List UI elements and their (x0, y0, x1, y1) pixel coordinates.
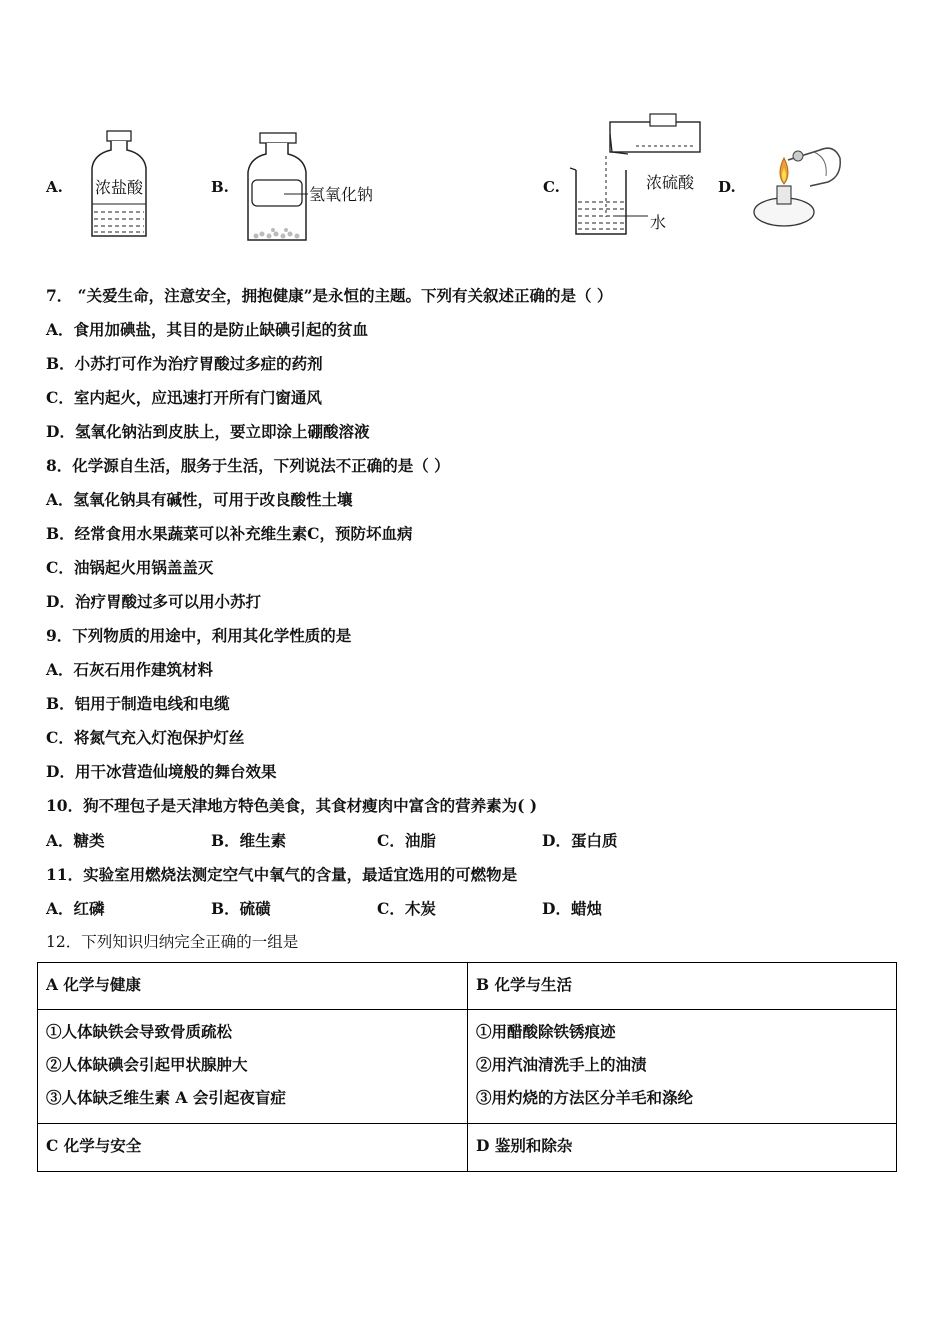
cell-a-item-1: ①人体缺铁会导致骨质疏松 (46, 1022, 233, 1041)
cell-d-title: D 鉴别和除杂 (476, 1136, 573, 1155)
cell-c-title: C 化学与安全 (46, 1136, 142, 1155)
question-8-option-a: A．氢氧化钠具有碱性，可用于改良酸性土壤 (46, 490, 353, 509)
figure-d-option: D. (718, 178, 736, 196)
knowledge-table (37, 962, 897, 1172)
question-8-option-d: D．治疗胃酸过多可以用小苏打 (46, 592, 261, 611)
question-8-option-c: C．油锅起火用锅盖盖灭 (46, 558, 214, 577)
cell-b-item-2: ②用汽油清洗手上的油渍 (476, 1055, 647, 1074)
water-label: 水 (650, 213, 667, 232)
figure-a-option: A. (46, 178, 63, 196)
conc-hcl-label: 浓盐酸 (94, 178, 144, 197)
question-9-option-a: A．石灰石用作建筑材料 (46, 660, 214, 679)
question-9-option-d: D．用干冰营造仙境般的舞台效果 (46, 762, 277, 781)
naoh-label: 氢氧化钠 (309, 185, 374, 204)
figure-c-option: C. (543, 178, 560, 196)
question-11-option-c: C．木炭 (377, 899, 436, 918)
alcohol-lamp-figure (748, 136, 844, 232)
question-11-option-d: D．蜡烛 (542, 899, 602, 918)
question-7-option-d: D．氢氧化钠沾到皮肤上，要立即涂上硼酸溶液 (46, 422, 370, 441)
question-7-option-b: B．小苏打可作为治疗胃酸过多症的药剂 (46, 354, 323, 373)
dilution-figure (566, 112, 706, 242)
question-9-option-c: C．将氮气充入灯泡保护灯丝 (46, 728, 245, 747)
conc-h2so4-label: 浓硫酸 (646, 173, 695, 192)
cell-b-item-1: ①用醋酸除铁锈痕迹 (476, 1022, 616, 1041)
question-12-stem: 12．下列知识归纳完全正确的一组是 (46, 933, 299, 951)
question-9-stem: 9．下列物质的用途中，利用其化学性质的是 (46, 626, 352, 645)
question-10-option-c: C．油脂 (377, 831, 436, 850)
question-10-option-a: A．糖类 (46, 831, 105, 850)
question-9-option-b: B．铝用于制造电线和电缆 (46, 694, 230, 713)
table-divider-1 (38, 1009, 896, 1010)
question-8-option-b: B．经常食用水果蔬菜可以补充维生素C，预防坏血病 (46, 524, 413, 543)
naoh-bottle-figure (242, 130, 392, 244)
question-8-stem: 8．化学源自生活，服务于生活，下列说法不正确的是（ ） (46, 456, 450, 475)
question-7-stem: 7． “关爱生命，注意安全，拥抱健康”是永恒的主题。下列有关叙述正确的是（ ） (46, 286, 613, 305)
question-10-option-d: D．蛋白质 (542, 831, 618, 850)
question-7-option-a: A．食用加碘盐，其目的是防止缺碘引起的贫血 (46, 320, 369, 339)
figure-b-option: B. (211, 178, 229, 196)
table-divider-vertical (467, 963, 468, 1171)
cell-a-item-3: ③人体缺乏维生素 A 会引起夜盲症 (46, 1088, 286, 1107)
question-10-stem: 10．狗不理包子是天津地方特色美食，其食材瘦肉中富含的营养素为( ) (46, 796, 538, 815)
question-7-option-c: C．室内起火，应迅速打开所有门窗通风 (46, 388, 322, 407)
question-11-option-a: A．红磷 (46, 899, 105, 918)
conc-hcl-bottle-figure (86, 128, 152, 240)
question-11-stem: 11．实验室用燃烧法测定空气中氧气的含量，最适宜选用的可燃物是 (46, 865, 518, 884)
cell-a-title: A 化学与健康 (46, 975, 141, 994)
cell-b-item-3: ③用灼烧的方法区分羊毛和涤纶 (476, 1088, 694, 1107)
cell-b-title: B 化学与生活 (476, 975, 572, 994)
question-11-option-b: B．硫磺 (211, 899, 271, 918)
table-divider-2 (38, 1123, 896, 1124)
question-10-option-b: B．维生素 (211, 831, 287, 850)
cell-a-item-2: ②人体缺碘会引起甲状腺肿大 (46, 1055, 248, 1074)
